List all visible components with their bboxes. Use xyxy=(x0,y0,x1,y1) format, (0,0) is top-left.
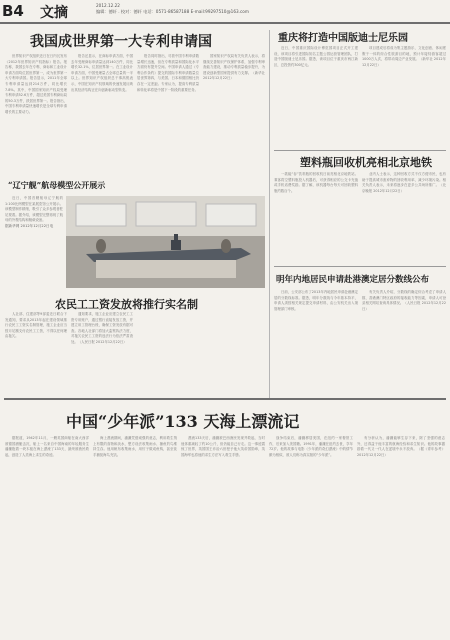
article-wages-col-2: 通知要求，施工企业应建立农民工工资专用账户，通过银行直接发放工资，并建立用工管理台账，确保工资发放有据可查。各地人社部门将加大监察执法力度，对拖欠农民工工资的违法行为依法严肃查处。（人民日报 2012年12月22日） xyxy=(71,312,133,344)
page-header xyxy=(0,0,450,24)
article-wages-col-1: 人社部、住建部等9部委近日联合下发通知，要求从2013年起在建设领域推行农民工工资实名制管理，施工企业应当按月足额支付农民工工资，不得以任何理由拖欠。 xyxy=(5,312,67,339)
photo-credit: 据新华网 2012年12月22日电 xyxy=(5,223,54,228)
article-pi-col-4: 战争结束后，潘濂移居美国，在纽约一家餐馆工作，后来加入美国籍。1991年，潘濂在纽约去世，享年72岁。他的故事与电影《少年派的奇幻漂流》中的情节颇为相似，被人们称为真实版的“少年派”。 xyxy=(269,436,353,457)
article-chongqing-title: 重庆将打造中国版迪士尼乐园 xyxy=(278,33,408,44)
article-patent-col-3: 报告同时指出，尽管中国专利申请数量增长迅速，但在专利质量和国际化水平方面仍有提升空间。中国申请人通过《专利合作条约》提交的国际专利申请数量位居世界第四，与美国、日本和德国相比仍存在一定差距。专家认为，提高专利质量和转化率将是中国下一阶段的重要任务。 xyxy=(137,54,199,92)
section-divider xyxy=(4,398,446,400)
article-pi-col-3: 漂流133天后，潘濂被巴西渔民发现并救起，当时他体重减轻了约10公斤，但仍能自己行走。这一事迹震惊了世界，英国国王乔治六世授予他大英帝国勋章，英国海军也将他的求生方法写入救生手册。 xyxy=(181,436,265,457)
article-pi-col-1: 据报道，1942年11月，一艘英国商船在南大西洋被德国潜艇击沉，船上一名来自中国海南的年轻服务生潘濂抱着一块木板在海上漂流了133天，最终被渔民救起，创造了人类海上求生的奇迹。 xyxy=(5,436,89,457)
article-pi-title: 中国“少年派”133 天海上漂流记 xyxy=(66,412,300,431)
issue-date: 2012.12.22 xyxy=(96,3,120,8)
article-recycling-title: 塑料瓶回收机亮相北京地铁 xyxy=(300,156,432,169)
article-pi-col-5: 有分析认为，潘濂能够生存下来，除了坚强的意志外，还得益于他丰富的航海经验和求生知识。他的故事激励着一代又一代人在逆境中永不放弃。（据《青年参考》2012年12月22日） xyxy=(357,436,445,457)
carrier-model-photo xyxy=(66,196,265,288)
article-hk-macau-col-1: 日前，公安部公布了2013年内地居民申请赴港澳定居的分数线标准。据悉，明年分数线与今年基本持平，申请人须按相关规定提交申请材料，由公安机关出入境管理部门审核。 xyxy=(274,290,358,311)
article-wages-col-3 xyxy=(137,312,265,392)
photo-caption-title: “辽宁舰”航母模型公开展示 xyxy=(8,180,106,190)
article-recycling-col-1: 一款能“吞”饮料瓶的回收机日前亮相北京地铁站。乘客将空塑料瓶投入机器后，可获得相应的公交卡充值或手机话费奖励。据了解，该机器每台每天可回收塑料瓶约数百个。 xyxy=(274,172,358,193)
divider xyxy=(274,150,446,151)
section-title: 文摘 xyxy=(40,5,68,21)
article-patent-col-4: 国家知识产权局有关负责人表示，将继续完善知识产权保护体系，加强专利审查能力建设，推动专利质量稳步提升，为建设创新型国家提供有力支撑。（新华社 2012年12月22日） xyxy=(203,54,265,81)
phone: 电话：0571-86587188 xyxy=(143,9,190,14)
article-chongqing-col-1: 近日，中国重庆国际设计博览园项目正式开工建设，该项目将引进国际知名主题公园运营管理团队，打造中国版迪士尼乐园。据悉，该项目位于重庆市两江新区，总投资约300亿元。 xyxy=(274,46,358,67)
page-number: B4 xyxy=(2,2,24,20)
article-patent-col-2: 报告还显示，在商标申请方面，中国去年受理商标申请量达到140万件，同比增长32.1%，位居世界第一。在工业设计申请方面，中国受理量占全球总量的一半以上。世界知识产权组织总干事高锐表示，中国在知识产权领域的快速发展反映出其经济结构正在向创新驱动型转变。 xyxy=(71,54,133,92)
email: E-mail:99297510@163.com xyxy=(190,9,249,14)
article-hk-macau-title: 明年内地居民申请赴港澳定居分数线公布 xyxy=(276,275,430,285)
article-chongqing-col-2: 项目建成后将成为集主题游乐、文化创意、休闲度假于一体的综合性旅游目的地，预计年接待游客超过1000万人次，将带动周边产业发展。（新华社 2012年12月22日） xyxy=(362,46,446,67)
editor-line: 编辑：德轩 . 校对：德轩 xyxy=(96,9,142,14)
article-patent-col-1: 世界知识产权组织近日在日内瓦发布《2012年世界知识产权指标》报告。报告称，我国去年在专利、商标和工业设计申请方面均位居世界第一，成为世界第一大专利申请国。报告显示，2011年全球专利申请量达到214万件，同比增长7.8%。其中，中国国家知识产权局受理专利申请52.6万件，超过美国专利商标局的50.3万件，跃居世界第一。报告指出，中国专利申请量快速增长是全球专利申请增长的主要动力。 xyxy=(5,54,67,114)
header-meta xyxy=(96,3,249,15)
article-wages-title: 农民工工资发放将推行实名制 xyxy=(55,298,198,311)
article-hk-macau-col-2: 有关负责人介绍，分数线的确定综合考虑了申请人数、香港澳门特区政府的接收能力等因素，申请人可登录相关网站查询具体情况。（人民日报 2012年12月22日） xyxy=(362,290,446,311)
article-pi-col-2: 海上漂流期间，潘濂凭借顽强的意志，利用救生筏上有限的食物和淡水，想方设法收集雨水、捕鱼钓鸟维持生存。他用帆布收集雨水，用钉子做成鱼钩，甚至徒手捕捉海鸟充饥。 xyxy=(93,436,177,457)
article-recycling-col-2: 业内人士表示，这种回收方式不仅方便市民，也有助于提高城市废弃物的回收利用率，减少环境污染。相关负责人表示，未来将逐步在更多公共场所推广。（北京晚报 2012年12月22日） xyxy=(362,172,446,193)
divider xyxy=(274,266,446,267)
article-patent-title: 我国成世界第一大专利申请国 xyxy=(30,34,212,50)
carrier-model-illustration xyxy=(66,196,265,288)
column-divider xyxy=(269,30,270,400)
photo-caption-body: 近日，中国首艘航母辽宁舰的1:100比例模型在某展览馆公开展示。该模型制作精细，吸引了众多参观者驻足观看。据介绍，该模型完整再现了航母的外观结构和舰载设备。 据新华网 2012年12月22日电 xyxy=(5,196,63,228)
